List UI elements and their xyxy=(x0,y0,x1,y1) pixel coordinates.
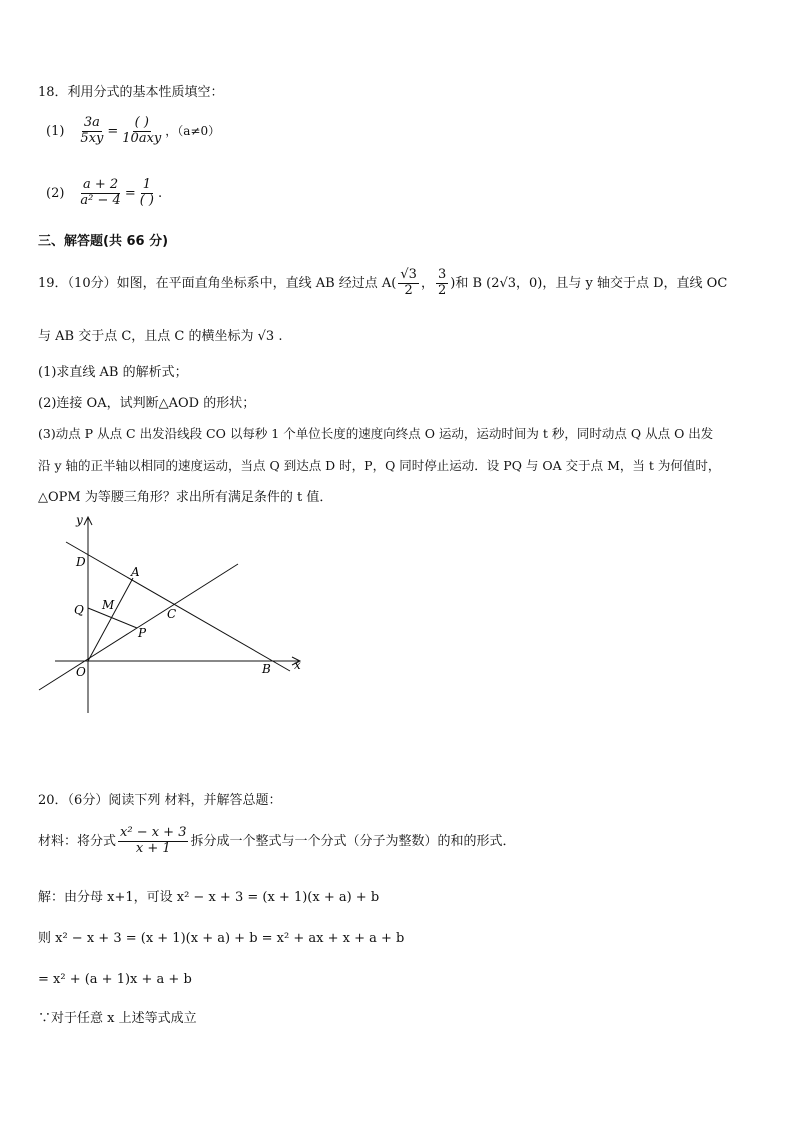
point-a-y-fraction xyxy=(436,268,448,299)
q18-part2 xyxy=(46,178,162,209)
label-a: A xyxy=(131,565,140,579)
q19-text: 19．（10分）如图，在平面直角坐标系中，直线 AB 经过点 A( xyxy=(38,275,397,291)
material-fraction xyxy=(118,826,188,857)
fraction-denominator: 2 xyxy=(437,282,447,298)
q20-solution-line2: 则 x² − x + 3 = (x + 1)(x + a) + b = x² + ax + x + a + b xyxy=(38,931,405,946)
q18-part1 xyxy=(46,116,220,147)
label-d: D xyxy=(76,555,86,569)
fraction-numerator: ( ) xyxy=(134,115,149,130)
fraction-numerator: √3 xyxy=(400,267,417,282)
q19-part3-line1: (3)动点 P 从点 C 出发沿线段 CO 以每秒 1 个单位长度的速度向终点 O 运动，运动时间为 t 秒，同时动点 Q 从点 O 出发 xyxy=(38,426,714,441)
label-o: O xyxy=(76,665,86,679)
label-q: Q xyxy=(74,603,84,617)
equals-sign: = xyxy=(107,123,119,139)
point-a-x-fraction xyxy=(398,268,419,299)
fraction-numerator: 3 xyxy=(437,267,447,282)
material-text: 材料：将分式 xyxy=(38,833,117,849)
q19-part3-line2: 沿 y 轴的正半轴以相同的速度运动，当点 Q 到达点 D 时，P，Q 同时停止运动．设 PQ 与 OA 交于点 M，当 t 为何值时， xyxy=(38,458,721,473)
fraction-denominator: 10axy xyxy=(122,130,162,146)
fraction-numerator: a + 2 xyxy=(83,177,119,192)
q19-line2: 与 AB 交于点 C，且点 C 的横坐标为 √3 . xyxy=(38,329,283,344)
segment-oa xyxy=(88,578,133,661)
q19-part3-line3: △OPM 为等腰三角形？求出所有满足条件的 t 值． xyxy=(38,490,333,505)
fraction-numerator: 1 xyxy=(142,177,151,192)
section-title: 三、解答题(共 66 分) xyxy=(38,234,169,249)
label-p: P xyxy=(138,626,147,640)
label-c: C xyxy=(167,607,177,621)
coordinate-figure xyxy=(0,505,330,720)
comma: ， xyxy=(420,275,434,291)
fraction-denominator: x + 1 xyxy=(135,840,171,856)
fraction-numerator: 3a xyxy=(83,115,100,130)
fraction-denominator: ( ) xyxy=(139,192,154,208)
label-x: x xyxy=(294,658,301,672)
q18-part1-label: (1) xyxy=(46,123,65,139)
q20-solution-line1: 解：由分母 x+1，可设 x² − x + 3 = (x + 1)(x + a) + b xyxy=(38,890,380,905)
fraction-numerator: x² − x + 3 xyxy=(120,825,187,840)
q19-part2: (2)连接 OA，试判断△AOD 的形状； xyxy=(38,396,256,411)
q19-part1: (1)求直线 AB 的解析式； xyxy=(38,365,188,380)
q20-material xyxy=(38,826,516,857)
q18-part2-fraction-left xyxy=(78,178,122,209)
q18-part1-fraction-left xyxy=(78,116,105,147)
q20-title: 20．（6分）阅读下列 材料，并解答总题： xyxy=(38,793,282,808)
q18-part1-fraction-right xyxy=(120,116,163,147)
q20-solution-line3: = x² + (a + 1)x + a + b xyxy=(38,972,192,987)
fraction-denominator: 2 xyxy=(404,282,413,298)
q19-line1 xyxy=(38,268,727,299)
q19-text: )和 B (2√3，0)，且与 y 轴交于点 D，直线 OC xyxy=(450,275,728,291)
equals-sign: = xyxy=(124,185,136,201)
fraction-denominator: 5xy xyxy=(80,130,104,146)
fraction-denominator: a² − 4 xyxy=(80,192,121,208)
q18-part2-label: (2) xyxy=(46,185,65,201)
label-m: M xyxy=(102,598,115,612)
q20-solution-line4: ∵对于任意 x 上述等式成立 xyxy=(38,1011,197,1026)
q18-part2-period: . xyxy=(158,185,163,201)
q18-part1-condition: ，（a≠0） xyxy=(165,124,221,139)
label-y: y xyxy=(76,513,83,527)
label-b: B xyxy=(262,662,271,676)
material-text: 拆分成一个整式与一个分式（分子为整数）的和的形式． xyxy=(190,833,516,849)
q18-part2-fraction-right xyxy=(138,178,156,209)
q18-title: 18．利用分式的基本性质填空： xyxy=(38,85,224,100)
